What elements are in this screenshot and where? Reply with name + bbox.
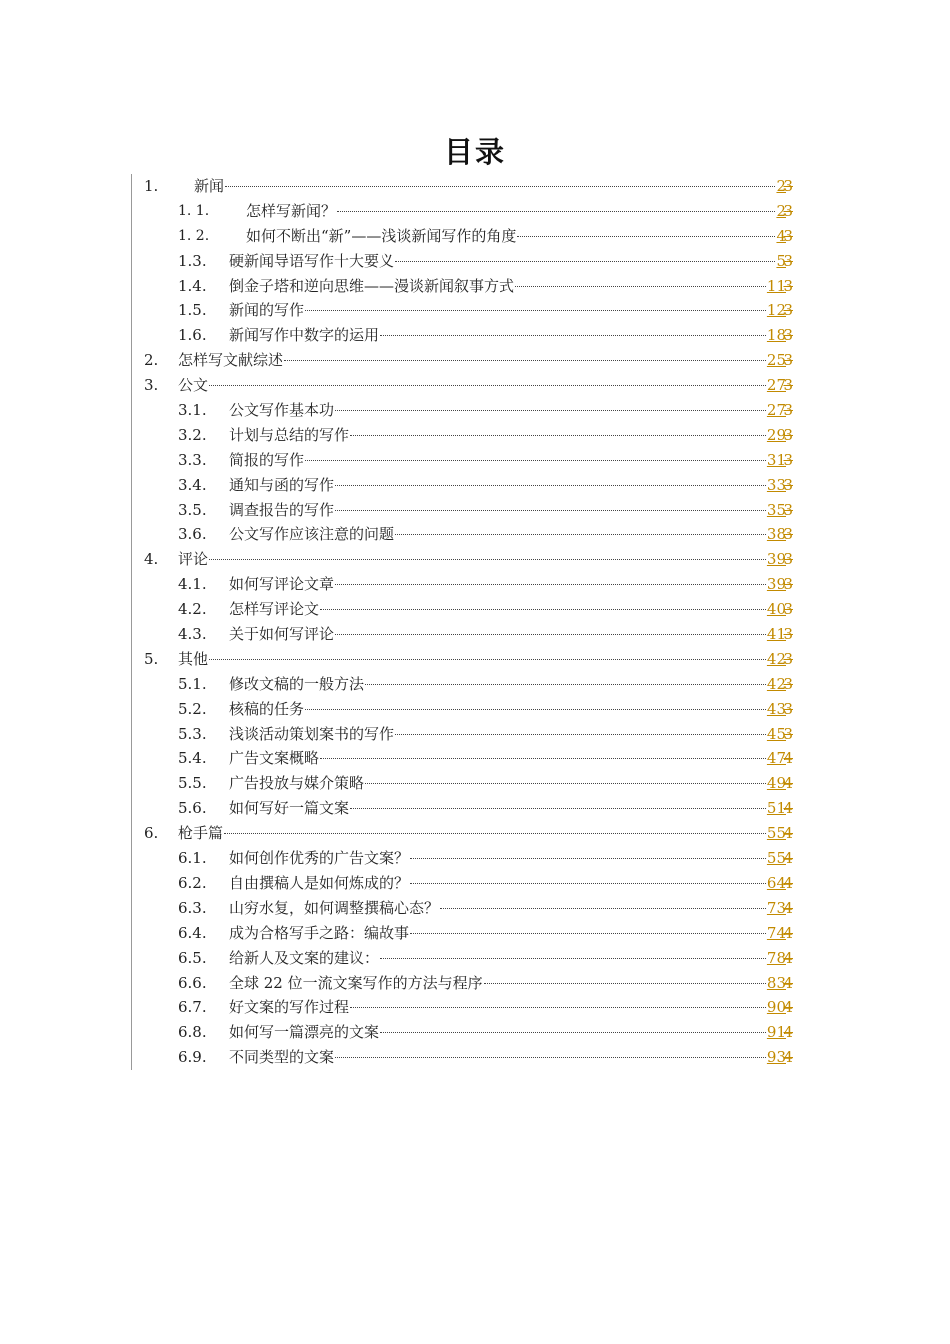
toc-entry[interactable]	[0, 473, 950, 498]
page-number-wrap	[766, 298, 793, 323]
toc-entry-number: 6.3.	[178, 898, 207, 917]
toc-entry-number: 6.2.	[178, 873, 207, 892]
dot-leader	[380, 334, 766, 336]
dot-leader	[380, 957, 766, 959]
toc-entry-text[interactable]: 山穷水复，如何调整撰稿心态？	[229, 898, 440, 917]
toc-entry-number: 4.1.	[178, 575, 207, 594]
dot-leader	[440, 907, 766, 909]
toc-entry-text[interactable]: 倒金子塔和逆向思维——漫谈新闻叙事方式	[229, 276, 515, 295]
page-number-link[interactable]: 27	[766, 401, 786, 420]
toc-entry-number: 3.4.	[178, 475, 207, 494]
toc-entry-line	[229, 597, 793, 622]
page-number-wrap	[766, 1020, 793, 1045]
deleted-page-digit: 3	[783, 699, 793, 718]
page-number-link[interactable]: 49	[766, 774, 786, 793]
toc-entry-text[interactable]: 广告投放与媒介策略	[229, 774, 365, 793]
toc-entry-number: 5.1.	[178, 674, 207, 693]
page-number-wrap	[766, 373, 793, 398]
toc-entry[interactable]	[0, 249, 950, 274]
page-number-link[interactable]: 41	[766, 625, 786, 644]
toc-entry-line	[229, 323, 793, 348]
deleted-page-digit: 4	[783, 923, 793, 942]
page-number-link[interactable]: 55	[766, 824, 786, 843]
toc-entry-number: 6.9.	[178, 1048, 207, 1067]
dot-leader	[350, 1006, 766, 1008]
toc-entry-text[interactable]: 硬新闻导语写作十大要义	[229, 251, 395, 270]
page-number-wrap	[766, 722, 793, 747]
dot-leader	[335, 409, 766, 411]
page-number-link[interactable]: 5	[776, 251, 786, 270]
dot-leader	[410, 932, 766, 934]
toc-entry[interactable]	[0, 896, 950, 921]
page-number-wrap	[776, 199, 793, 224]
toc-entry[interactable]	[0, 572, 950, 597]
page-number-link[interactable]: 43	[766, 699, 786, 718]
page-number-wrap	[766, 498, 793, 523]
toc-entry[interactable]	[0, 796, 950, 821]
toc-entry-text[interactable]: 怎样写文献综述	[178, 351, 284, 370]
toc-entry-text[interactable]: 通知与函的写作	[229, 475, 335, 494]
deleted-page-digit: 3	[783, 575, 793, 594]
dot-leader	[305, 708, 766, 710]
toc-entry[interactable]	[0, 622, 950, 647]
deleted-page-digit: 3	[783, 724, 793, 743]
toc-entry-number: 1.	[144, 177, 159, 195]
dot-leader	[305, 309, 766, 311]
deleted-page-digit: 4	[783, 749, 793, 768]
toc-entry-line	[229, 946, 793, 971]
toc-entry-number: 1.5.	[178, 301, 207, 320]
toc-entry[interactable]	[0, 448, 950, 473]
dot-leader	[209, 658, 766, 660]
page-number-link[interactable]: 93	[766, 1048, 786, 1067]
toc-entry-text[interactable]: 自由撰稿人是如何炼成的？	[229, 873, 410, 892]
dot-leader	[320, 608, 766, 610]
toc-entry-line	[178, 547, 793, 572]
toc-entry-line	[246, 224, 793, 249]
page-number-link[interactable]: 4	[776, 226, 786, 245]
dot-leader	[320, 757, 766, 759]
page-number-link[interactable]: 91	[766, 1023, 786, 1042]
toc-entry-line	[229, 896, 793, 921]
deleted-page-digit: 3	[783, 376, 793, 395]
dot-leader	[224, 832, 766, 834]
page-number-link[interactable]: 18	[766, 326, 786, 345]
page-number-link[interactable]: 38	[766, 525, 786, 544]
deleted-page-digit: 3	[783, 177, 793, 195]
toc-entry[interactable]	[0, 274, 950, 299]
deleted-page-digit: 3	[783, 649, 793, 668]
toc-entry-line	[229, 921, 793, 946]
toc-entry[interactable]	[0, 647, 950, 672]
toc-entry-line	[229, 572, 793, 597]
page-number-link[interactable]: 31	[766, 450, 786, 469]
toc-entry-number: 3.5.	[178, 500, 207, 519]
toc-entry[interactable]	[0, 224, 950, 249]
toc-entry-number: 5.4.	[178, 749, 207, 768]
deleted-page-digit: 4	[783, 873, 793, 892]
toc-entry[interactable]	[0, 398, 950, 423]
page-number-link[interactable]: 45	[766, 724, 786, 743]
page-number-link[interactable]: 2	[776, 201, 786, 220]
page-number-link[interactable]: 2	[776, 177, 786, 195]
toc-entry-number: 3.6.	[178, 525, 207, 544]
toc-entry[interactable]	[0, 498, 950, 523]
page-number-wrap	[766, 746, 793, 771]
toc-entry-number: 1.6.	[178, 326, 207, 345]
toc-entry-number: 6.5.	[178, 948, 207, 967]
toc-entry[interactable]	[0, 348, 950, 373]
deleted-page-digit: 3	[783, 625, 793, 644]
deleted-page-digit: 3	[783, 276, 793, 295]
deleted-page-digit: 3	[783, 450, 793, 469]
toc-entry-number: 3.3.	[178, 450, 207, 469]
toc-entry[interactable]	[0, 323, 950, 348]
toc-entry-number: 1.4.	[178, 276, 207, 295]
toc-entry-number: 3.	[144, 376, 159, 395]
page-number-link[interactable]: 33	[766, 475, 786, 494]
page-number-link[interactable]: 83	[766, 973, 786, 992]
deleted-page-digit: 4	[783, 998, 793, 1017]
page-number-link[interactable]: 11	[766, 276, 786, 295]
toc-entry-text[interactable]: 如何创作优秀的广告文案？	[229, 849, 410, 868]
page-number-link[interactable]: 73	[766, 898, 786, 917]
deleted-page-digit: 3	[783, 500, 793, 519]
page-number-wrap	[766, 697, 793, 722]
dot-leader	[395, 533, 766, 535]
toc-entry-line	[229, 398, 793, 423]
page-number-wrap	[766, 473, 793, 498]
deleted-page-digit: 3	[783, 674, 793, 693]
toc-list	[0, 174, 950, 1070]
toc-entry[interactable]	[0, 373, 950, 398]
page-number-link[interactable]: 25	[766, 351, 786, 370]
toc-entry-number: 5.	[144, 649, 159, 668]
toc-entry-number: 4.	[144, 550, 159, 569]
toc-entry-line	[229, 971, 793, 996]
toc-entry-number: 5.5.	[178, 774, 207, 793]
deleted-page-digit: 4	[783, 824, 793, 843]
toc-entry-text[interactable]: 新闻的写作	[229, 301, 305, 320]
page-number-wrap	[766, 348, 793, 373]
toc-entry-number: 6.8.	[178, 1023, 207, 1042]
dot-leader	[517, 235, 775, 237]
deleted-page-digit: 3	[783, 301, 793, 320]
toc-entry-number: 4.3.	[178, 625, 207, 644]
toc-entry[interactable]	[0, 423, 950, 448]
toc-entry-text[interactable]: 新闻	[194, 177, 225, 195]
toc-entry[interactable]	[0, 1020, 950, 1045]
page-number-link[interactable]: 51	[766, 799, 786, 818]
toc-entry-number: 1. 1.	[178, 202, 210, 219]
toc-entry-line	[229, 473, 793, 498]
page-number-wrap	[766, 622, 793, 647]
toc-entry-number: 4.2.	[178, 600, 207, 619]
toc-entry-text[interactable]: 怎样写新闻？	[246, 201, 337, 220]
page-number-link[interactable]: 42	[766, 649, 786, 668]
dot-leader	[209, 384, 766, 386]
toc-entry-number: 3.2.	[178, 425, 207, 444]
toc-entry[interactable]	[0, 722, 950, 747]
toc-entry-line	[229, 995, 793, 1020]
toc-entry-line	[178, 373, 793, 398]
deleted-page-digit: 3	[783, 351, 793, 370]
toc-entry-number: 5.3.	[178, 724, 207, 743]
toc-entry[interactable]	[0, 597, 950, 622]
deleted-page-digit: 4	[783, 973, 793, 992]
dot-leader	[335, 1056, 766, 1058]
toc-entry-line	[229, 771, 793, 796]
toc-entry-line	[178, 821, 793, 846]
dot-leader	[380, 1031, 766, 1033]
deleted-page-digit: 3	[783, 475, 793, 494]
page-number-link[interactable]: 64	[766, 873, 786, 892]
toc-entry-line	[229, 1045, 793, 1070]
page-number-link[interactable]: 40	[766, 600, 786, 619]
toc-entry-number: 6.6.	[178, 973, 207, 992]
page-number-link[interactable]: 39	[766, 550, 786, 569]
toc-entry-text[interactable]: 公文	[178, 376, 209, 395]
page-number-wrap	[766, 572, 793, 597]
toc-entry-line	[178, 348, 793, 373]
toc-entry[interactable]	[0, 746, 950, 771]
dot-leader	[335, 633, 766, 635]
toc-entry-text[interactable]: 枪手篇	[178, 824, 224, 843]
deleted-page-digit: 4	[783, 948, 793, 967]
toc-entry-text[interactable]: 好文案的写作过程	[229, 998, 350, 1017]
toc-entry-text[interactable]: 怎样写评论文	[229, 600, 320, 619]
toc-entry-number: 1.3.	[178, 251, 207, 270]
page-number-wrap	[766, 274, 793, 299]
toc-entry[interactable]	[0, 921, 950, 946]
toc-entry-text[interactable]: 公文写作基本功	[229, 401, 335, 420]
toc-entry[interactable]	[0, 697, 950, 722]
deleted-page-digit: 3	[783, 425, 793, 444]
toc-entry-line	[229, 1020, 793, 1045]
toc-entry-number: 6.	[144, 824, 159, 843]
toc-entry[interactable]	[0, 771, 950, 796]
toc-entry-text[interactable]: 浅谈活动策划案书的写作	[229, 724, 395, 743]
toc-entry[interactable]	[0, 946, 950, 971]
toc-entry-number: 1. 2.	[178, 227, 210, 244]
page-number-link[interactable]: 39	[766, 575, 786, 594]
toc-entry-line	[229, 249, 793, 274]
deleted-page-digit: 3	[783, 326, 793, 345]
toc-entry-text[interactable]: 计划与总结的写作	[229, 425, 350, 444]
toc-entry[interactable]	[0, 199, 950, 224]
toc-entry[interactable]	[0, 871, 950, 896]
page-number-wrap	[766, 323, 793, 348]
deleted-page-digit: 4	[783, 799, 793, 818]
dot-leader	[335, 583, 766, 585]
page-number-wrap	[766, 896, 793, 921]
page-number-wrap	[766, 423, 793, 448]
toc-entry-line	[246, 199, 793, 224]
toc-entry-text[interactable]: 其他	[178, 649, 209, 668]
page-number-wrap	[766, 1045, 793, 1070]
deleted-page-digit: 3	[783, 550, 793, 569]
toc-entry[interactable]	[0, 846, 950, 871]
dot-leader	[350, 807, 766, 809]
page-number-wrap	[766, 547, 793, 572]
page-number-link[interactable]: 35	[766, 500, 786, 519]
toc-entry-text[interactable]: 修改文稿的一般方法	[229, 674, 365, 693]
toc-entry-line	[229, 746, 793, 771]
page-number-wrap	[776, 224, 793, 249]
dot-leader	[410, 882, 766, 884]
toc-entry[interactable]	[0, 995, 950, 1020]
toc-entry-text[interactable]: 如何写评论文章	[229, 575, 335, 594]
toc-entry-text[interactable]: 如何不断出“新”——浅谈新闻写作的角度	[246, 226, 517, 245]
page-number-wrap	[766, 971, 793, 996]
toc-entry[interactable]	[0, 1045, 950, 1070]
deleted-page-digit: 3	[783, 201, 793, 220]
deleted-page-digit: 3	[783, 525, 793, 544]
toc-entry-text[interactable]: 关于如何写评论	[229, 625, 335, 644]
page-number-wrap	[766, 846, 793, 871]
dot-leader	[395, 733, 766, 735]
page-number-link[interactable]: 12	[766, 301, 786, 320]
toc-entry-text[interactable]: 简报的写作	[229, 450, 305, 469]
page-number-link[interactable]: 78	[766, 948, 786, 967]
toc-entry-line	[229, 722, 793, 747]
toc-entry-text[interactable]: 不同类型的文案	[229, 1048, 335, 1067]
page-number-wrap	[766, 796, 793, 821]
page-number-wrap	[766, 995, 793, 1020]
page-number-wrap	[766, 522, 793, 547]
deleted-page-digit: 3	[783, 600, 793, 619]
toc-entry-number: 6.4.	[178, 923, 207, 942]
toc-entry-line	[229, 298, 793, 323]
toc-entry-line	[229, 274, 793, 299]
toc-entry[interactable]	[0, 672, 950, 697]
dot-leader	[350, 434, 766, 436]
toc-title: 目录	[443, 135, 506, 169]
page-number-link[interactable]: 29	[766, 425, 786, 444]
toc-entry-text[interactable]: 公文写作应该注意的问题	[229, 525, 395, 544]
toc-entry-line	[229, 498, 793, 523]
page-number-wrap	[766, 398, 793, 423]
toc-entry[interactable]	[0, 547, 950, 572]
page-number-wrap	[766, 448, 793, 473]
page-number-wrap	[766, 771, 793, 796]
dot-leader	[335, 509, 766, 511]
toc-entry-text[interactable]: 核稿的任务	[229, 699, 305, 718]
page-number-wrap	[776, 249, 793, 274]
toc-entry[interactable]	[0, 174, 950, 199]
toc-entry-line	[229, 871, 793, 896]
page-number-wrap	[766, 921, 793, 946]
toc-entry-text[interactable]: 广告文案概略	[229, 749, 320, 768]
deleted-page-digit: 3	[783, 401, 793, 420]
page-number-wrap	[776, 174, 793, 199]
toc-entry-text[interactable]: 给新人及文案的建议：	[229, 948, 380, 967]
toc-entry-text[interactable]: 成为合格写手之路：编故事	[229, 923, 410, 942]
page-number-link[interactable]: 90	[766, 998, 786, 1017]
toc-entry-number: 6.7.	[178, 998, 207, 1017]
toc-entry[interactable]	[0, 971, 950, 996]
deleted-page-digit: 4	[783, 774, 793, 793]
toc-entry-line	[229, 622, 793, 647]
dot-leader	[410, 857, 766, 859]
toc-entry-line	[229, 697, 793, 722]
toc-entry[interactable]	[0, 298, 950, 323]
toc-entry-number: 5.2.	[178, 699, 207, 718]
toc-entry-line	[229, 796, 793, 821]
dot-leader	[209, 558, 766, 560]
dot-leader	[515, 285, 766, 287]
toc-entry-line	[229, 522, 793, 547]
page-number-wrap	[766, 946, 793, 971]
dot-leader	[365, 683, 766, 685]
page-number-wrap	[766, 821, 793, 846]
toc-entry-line	[229, 846, 793, 871]
dot-leader	[484, 982, 766, 984]
toc-entry-text[interactable]: 如何写好一篇文案	[229, 799, 350, 818]
toc-entry-line	[229, 423, 793, 448]
toc-entry-line	[178, 647, 793, 672]
toc-entry-text[interactable]: 如何写一篇漂亮的文案	[229, 1023, 380, 1042]
toc-entry-line	[229, 672, 793, 697]
dot-leader	[335, 484, 766, 486]
page-number-link[interactable]: 74	[766, 923, 786, 942]
deleted-page-digit: 4	[783, 849, 793, 868]
dot-leader	[365, 782, 766, 784]
deleted-page-digit: 3	[783, 251, 793, 270]
dot-leader	[395, 260, 775, 262]
dot-leader	[225, 185, 775, 187]
toc-entry-text[interactable]: 新闻写作中数字的运用	[229, 326, 380, 345]
toc-entry[interactable]	[0, 821, 950, 846]
dot-leader	[284, 359, 766, 361]
toc-entry-number: 5.6.	[178, 799, 207, 818]
deleted-page-digit: 4	[783, 1023, 793, 1042]
toc-entry-text[interactable]: 全球 22 位一流文案写作的方法与程序	[229, 973, 483, 992]
dot-leader	[305, 459, 766, 461]
toc-entry-number: 6.1.	[178, 849, 207, 868]
toc-entry[interactable]	[0, 522, 950, 547]
page-number-link[interactable]: 27	[766, 376, 786, 395]
deleted-page-digit: 4	[783, 1048, 793, 1067]
page-number-wrap	[766, 672, 793, 697]
dot-leader	[337, 210, 775, 212]
page-number-wrap	[766, 647, 793, 672]
deleted-page-digit: 3	[783, 226, 793, 245]
deleted-page-digit: 4	[783, 898, 793, 917]
page-number-link[interactable]: 55	[766, 849, 786, 868]
page-number-wrap	[766, 597, 793, 622]
toc-entry-line	[194, 174, 793, 199]
toc-entry-text[interactable]: 调查报告的写作	[229, 500, 335, 519]
page-number-link[interactable]: 42	[766, 674, 786, 693]
toc-entry-number: 3.1.	[178, 401, 207, 420]
toc-entry-line	[229, 448, 793, 473]
page-number-link[interactable]: 47	[766, 749, 786, 768]
page-number-wrap	[766, 871, 793, 896]
toc-entry-text[interactable]: 评论	[178, 550, 209, 569]
toc-entry-number: 2.	[144, 351, 159, 370]
